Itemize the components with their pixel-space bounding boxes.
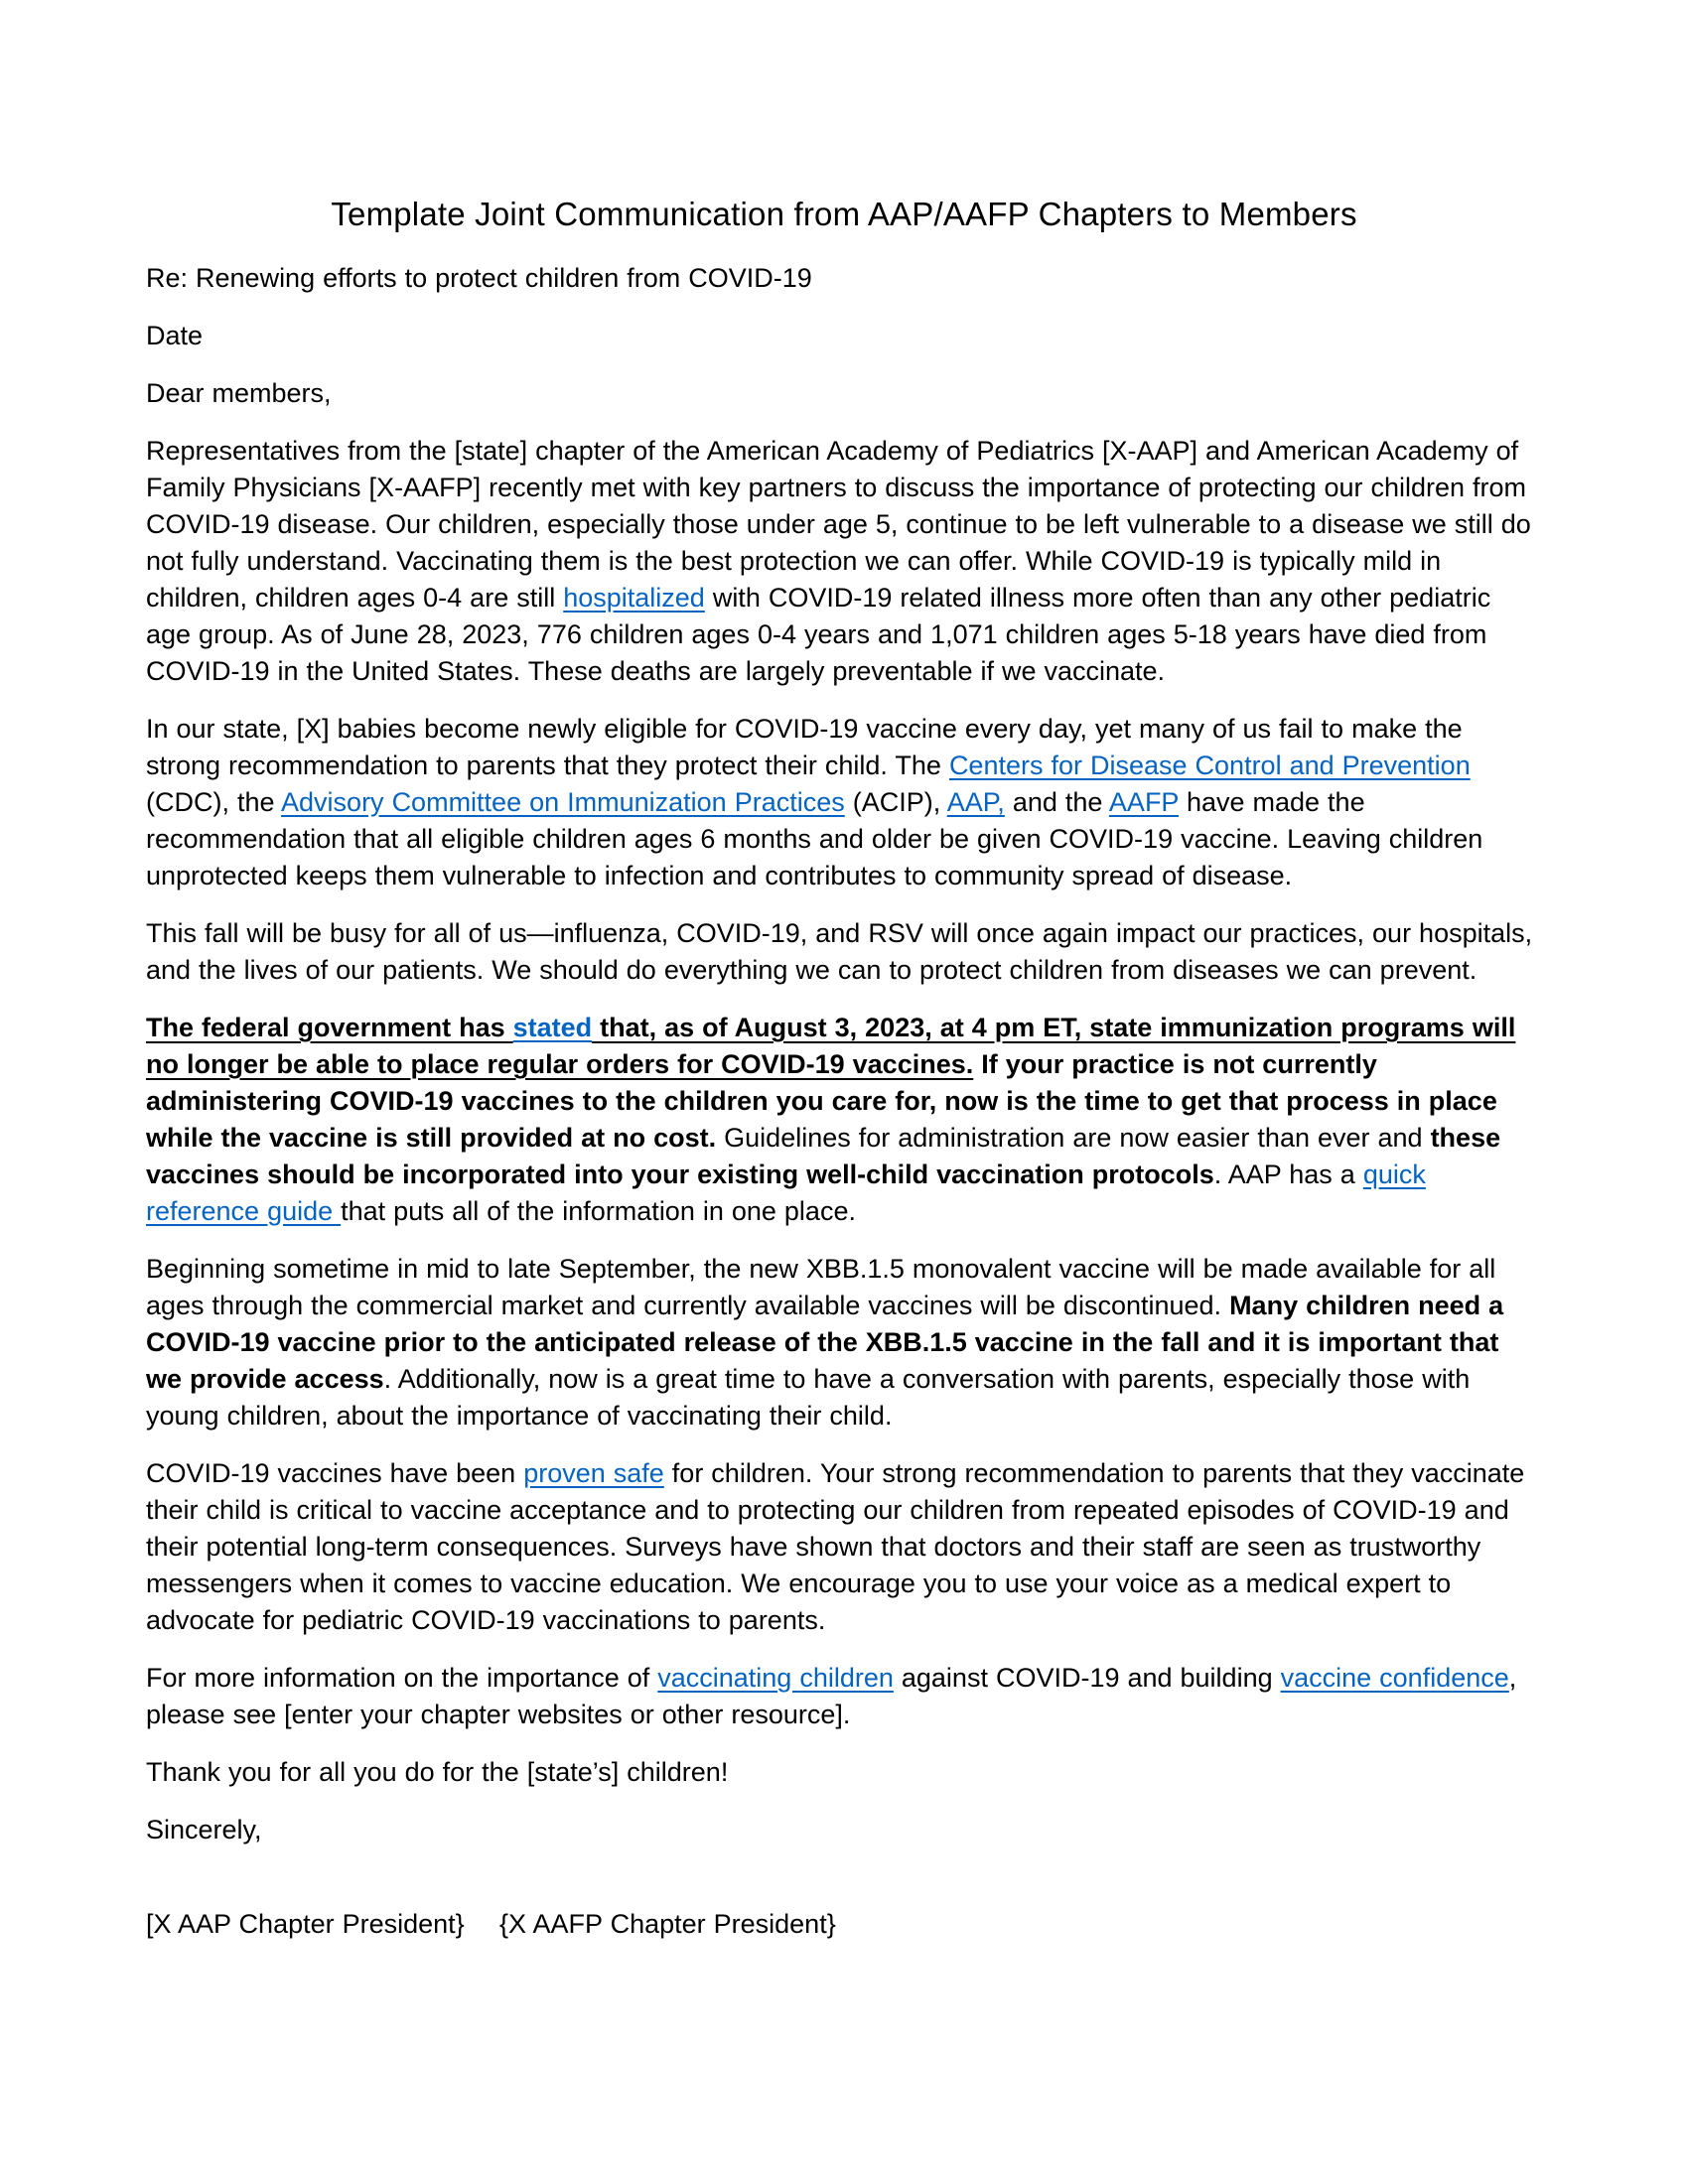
- hospitalized-link[interactable]: hospitalized: [563, 583, 705, 613]
- letter-body: [146, 260, 1542, 1943]
- signature-right: {X AAFP Chapter President}: [499, 1909, 836, 1939]
- stated-link[interactable]: stated: [512, 1013, 593, 1042]
- proven-safe-link[interactable]: proven safe: [523, 1458, 664, 1488]
- quick-reference-guide-link[interactable]: quick reference guide: [146, 1160, 1426, 1226]
- closing-thanks: Thank you for all you do for the [state’s] children!: [146, 1757, 729, 1787]
- letter-content: [146, 195, 1542, 1964]
- aap-link[interactable]: AAP,: [946, 787, 1005, 817]
- salutation: Dear members,: [146, 378, 332, 408]
- date-line: Date: [146, 321, 204, 350]
- closing-sincerely: Sincerely,: [146, 1815, 262, 1844]
- vaccine-confidence-link[interactable]: vaccine confidence: [1280, 1663, 1509, 1693]
- paragraph-xbb-vaccine: Beginning sometime in mid to late September, the new XBB.1.5 monovalent vaccine will be made available for all ages through the commercial market and currently available vaccines will be discontinued. Many children need a COVID-19 vaccine prior to the anticipated release of the XBB.1.5 vaccine in the fall and it is important that we provide access. Additionally, now is a great time to have a conversation with parents, especially those with young children, about the importance of vaccinating their child.: [146, 1254, 1504, 1431]
- paragraph-intro: Representatives from the [state] chapter of the American Academy of Pediatrics [X-AAP] and American Academy of Family Physicians [X-AAFP] recently met with key partners to discuss the importance of protecting our children from COVID-19 disease. Our children, especially those under age 5, continue to be left vulnerable to a disease we still do not fully understand. Vaccinating them is the best protection we can offer. While COVID-19 is typically mild in children, children ages 0-4 are still hospitalized with COVID-19 related illness more often than any other pediatric age group. As of June 28, 2023, 776 children ages 0-4 years and 1,071 children ages 5-18 years have died from COVID-19 in the United States. These deaths are largely preventable if we vaccinate.: [146, 436, 1531, 686]
- document-title: Template Joint Communication from AAP/AAFP Chapters to Members: [331, 196, 1357, 232]
- paragraph-federal-deadline: The federal government has stated that, as of August 3, 2023, at 4 pm ET, state immunization programs will no longer be able to place regular orders for COVID-19 vaccines. If your practice is not currently administering COVID-19 vaccines to the children you care for, now is the time to get that process in place while the vaccine is still provided at no cost. Guidelines for administration are now easier than ever and these vaccines should be incorporated into your existing well-child vaccination protocols. AAP has a quick reference guide that puts all of the information in one place.: [146, 1013, 1516, 1226]
- signature-left: [X AAP Chapter President}: [146, 1909, 465, 1939]
- acip-link[interactable]: Advisory Committee on Immunization Practices: [281, 787, 845, 817]
- aafp-link[interactable]: AAFP: [1108, 787, 1179, 817]
- vaccinating-children-link[interactable]: vaccinating children: [657, 1663, 894, 1693]
- cdc-link[interactable]: Centers for Disease Control and Prevention: [948, 751, 1471, 780]
- paragraph-recommendation: In our state, [X] babies become newly eligible for COVID-19 vaccine every day, yet many of us fail to make the strong recommendation to parents that they protect their child. The Centers for Disease Control and Prevention (CDC), the Advisory Committee on Immunization Practices (ACIP), AAP, and the AAFP have made the recommendation that all eligible children ages 6 months and older be given COVID-19 vaccine. Leaving children unprotected keeps them vulnerable to infection and contributes to community spread of disease.: [146, 714, 1483, 890]
- signature-row: [146, 1906, 1542, 1943]
- paragraph-proven-safe: COVID-19 vaccines have been proven safe for children. Your strong recommendation to parents that they vaccinate their child is critical to vaccine acceptance and to protecting our children from repeated episodes of COVID-19 and their potential long-term consequences. Surveys have shown that doctors and their staff are seen as trustworthy messengers when it comes to vaccine education. We encourage you to use your voice as a medical expert to advocate for pediatric COVID-19 vaccinations to parents.: [146, 1458, 1525, 1635]
- subject-line: Re: Renewing efforts to protect children from COVID-19: [146, 263, 812, 293]
- paragraph-fall-season: This fall will be busy for all of us—influenza, COVID-19, and RSV will once again impact our practices, our hospitals, and the lives of our patients. We should do everything we can to protect children from diseases we can prevent.: [146, 918, 1533, 985]
- paragraph-more-information: For more information on the importance of vaccinating children against COVID-19 and building vaccine confidence, please see [enter your chapter websites or other resource].: [146, 1663, 1517, 1729]
